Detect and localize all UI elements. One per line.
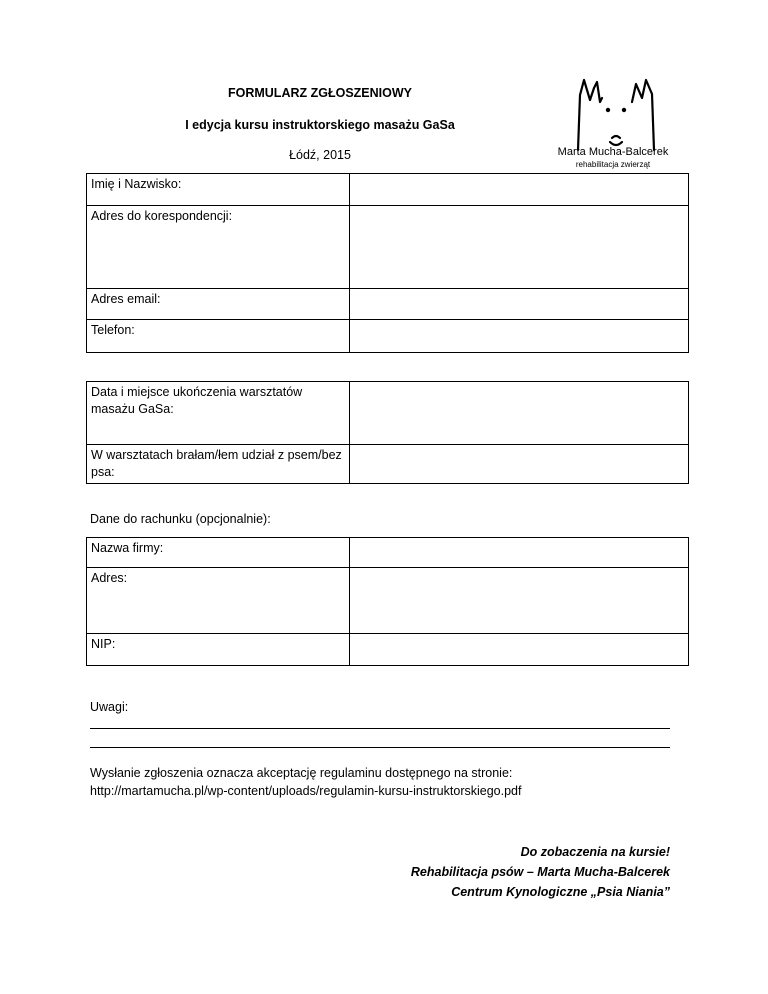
workshop-date-field[interactable] [350,382,689,445]
personal-data-table [86,173,689,353]
workshop-table [86,381,689,484]
company-address-field[interactable] [350,568,689,634]
city-year: Łódź, 2015 [289,148,351,162]
table-row [87,382,689,445]
table-row [87,289,689,320]
name-field[interactable] [350,174,689,206]
table-row [87,320,689,353]
course-subtitle: I edycja kursu instruktorskiego masażu GaSa [185,118,455,132]
phone-label: Telefon: [87,320,350,353]
notes-label: Uwagi: [90,700,129,714]
table-row [87,174,689,206]
email-field[interactable] [350,289,689,320]
table-row [87,206,689,289]
address-field[interactable] [350,206,689,289]
notes-line[interactable] [90,728,670,729]
name-label: Imię i Nazwisko: [87,174,350,206]
invoice-heading: Dane do rachunku (opcjonalnie): [90,512,271,526]
table-row [87,538,689,568]
invoice-table [86,537,689,666]
form-title: FORMULARZ ZGŁOSZENIOWY [227,86,412,100]
dog-participation-field[interactable] [350,445,689,484]
table-row [87,445,689,484]
table-row [87,634,689,666]
company-address-label: Adres: [87,568,350,634]
logo-tagline: rehabilitacja zwierząt [575,160,651,169]
acceptance-text: Wysłanie zgłoszenia oznacza akceptację regulaminu dostępnego na stronie: [90,766,513,780]
logo-name: Marta Mucha-Balcerek [557,146,669,158]
table-row [87,568,689,634]
company-name-field[interactable] [350,538,689,568]
notes-line[interactable] [90,747,670,748]
address-label: Adres do korespondencji: [87,206,350,289]
workshop-date-label: Data i miejsce ukończenia warsztatów masażu GaSa: [87,382,350,445]
closing-center: Centrum Kynologiczne „Psia Niania” [451,885,670,899]
dog-participation-label: W warsztatach brałam/łem udział z psem/bez psa: [87,445,350,484]
email-label: Adres email: [87,289,350,320]
closing-greeting: Do zobaczenia na kursie! [520,845,670,859]
company-name-label: Nazwa firmy: [87,538,350,568]
phone-field[interactable] [350,320,689,353]
closing-signature: Rehabilitacja psów – Marta Mucha-Balcerek [410,865,670,879]
regulations-link[interactable]: http://martamucha.pl/wp-content/uploads/regulamin-kursu-instruktorskiego.pdf [90,784,522,798]
nip-label: NIP: [87,634,350,666]
nip-field[interactable] [350,634,689,666]
